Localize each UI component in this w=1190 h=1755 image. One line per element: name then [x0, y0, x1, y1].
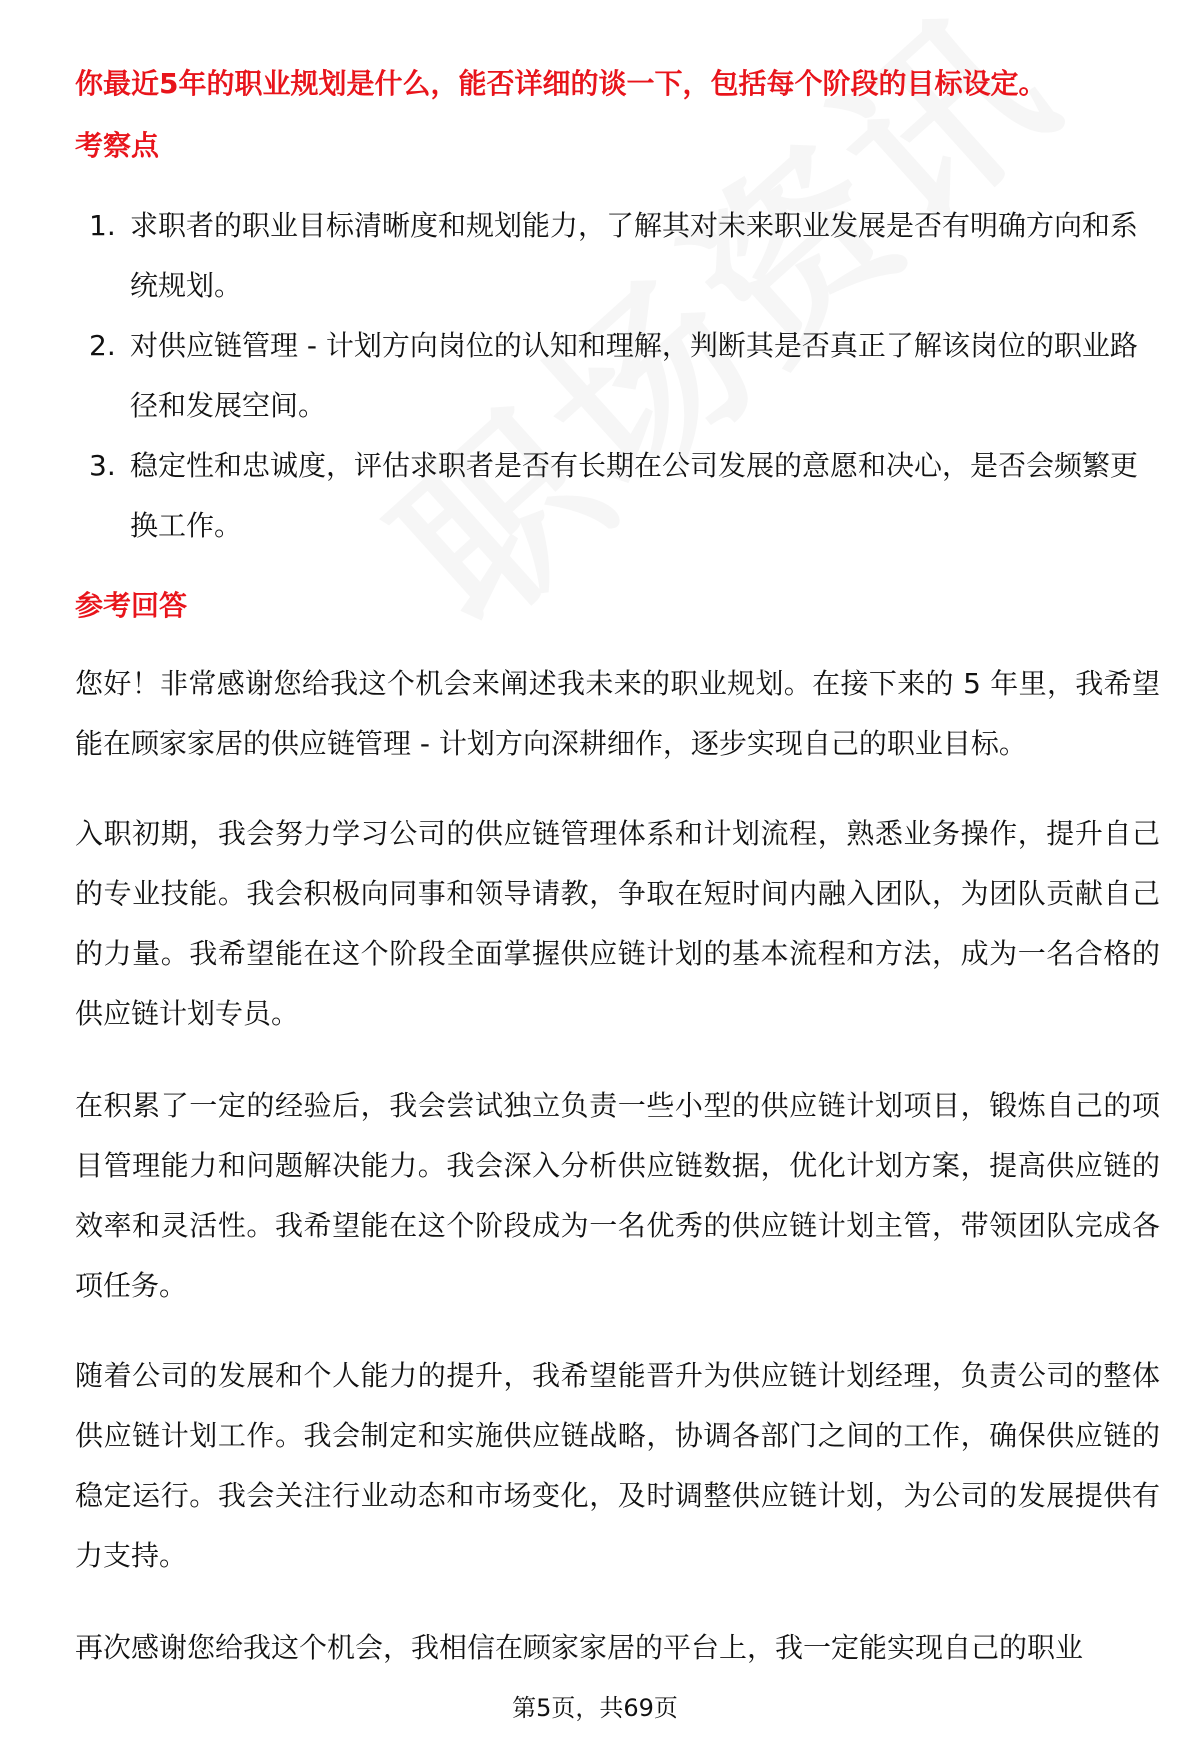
list-item-number: 3.	[89, 449, 116, 482]
answer-paragraph: 再次感谢您给我这个机会，我相信在顾家家居的平台上，我一定能实现自己的职业	[75, 1631, 1084, 1664]
page-number-footer: 第5页，共69页	[512, 1694, 678, 1722]
answer-paragraph: 您好！非常感谢您给我这个机会来阐述我未来的职业规划。在接下来的 5 年里，我希望能在顾家家居的供应链管理 - 计划方向深耕细作，逐步实现自己的职业目标。	[75, 667, 1160, 760]
answer-paragraph: 入职初期，我会努力学习公司的供应链管理体系和计划流程，熟悉业务操作，提升自己的专业技能。我会积极向同事和领导请教，争取在短时间内融入团队，为团队贡献自己的力量。我希望能在这个阶段全面掌握供应链计划的基本流程和方法，成为一名合格的供应链计划专员。	[75, 817, 1160, 1030]
section-heading-kaocha: 考察点	[75, 129, 160, 162]
list-item	[75, 196, 1160, 316]
list-item-text: 求职者的职业目标清晰度和规划能力，了解其对未来职业发展是否有明确方向和系统规划。	[130, 209, 1139, 302]
list-item-text: 稳定性和忠诚度，评估求职者是否有长期在公司发展的意愿和决心，是否会频繁更换工作。	[130, 449, 1139, 542]
interview-question: 你最近5年的职业规划是什么，能否详细的谈一下，包括每个阶段的目标设定。	[75, 67, 1047, 100]
answer-paragraph: 在积累了一定的经验后，我会尝试独立负责一些小型的供应链计划项目，锻炼自己的项目管理能力和问题解决能力。我会深入分析供应链数据，优化计划方案，提高供应链的效率和灵活性。我希望能在这个阶段成为一名优秀的供应链计划主管，带领团队完成各项任务。	[75, 1089, 1160, 1302]
list-item	[75, 436, 1160, 556]
list-item-text: 对供应链管理 - 计划方向岗位的认知和理解，判断其是否真正了解该岗位的职业路径和发展空间。	[130, 329, 1138, 422]
list-item-number: 1.	[89, 209, 116, 242]
section-heading-cankao: 参考回答	[75, 589, 188, 622]
list-item-number: 2.	[89, 329, 116, 362]
answer-paragraph: 随着公司的发展和个人能力的提升，我希望能晋升为供应链计划经理，负责公司的整体供应链计划工作。我会制定和实施供应链战略，协调各部门之间的工作，确保供应链的稳定运行。我会关注行业动态和市场变化，及时调整供应链计划，为公司的发展提供有力支持。	[75, 1359, 1160, 1572]
list-item	[75, 316, 1160, 436]
assessment-points-list	[75, 196, 1160, 556]
